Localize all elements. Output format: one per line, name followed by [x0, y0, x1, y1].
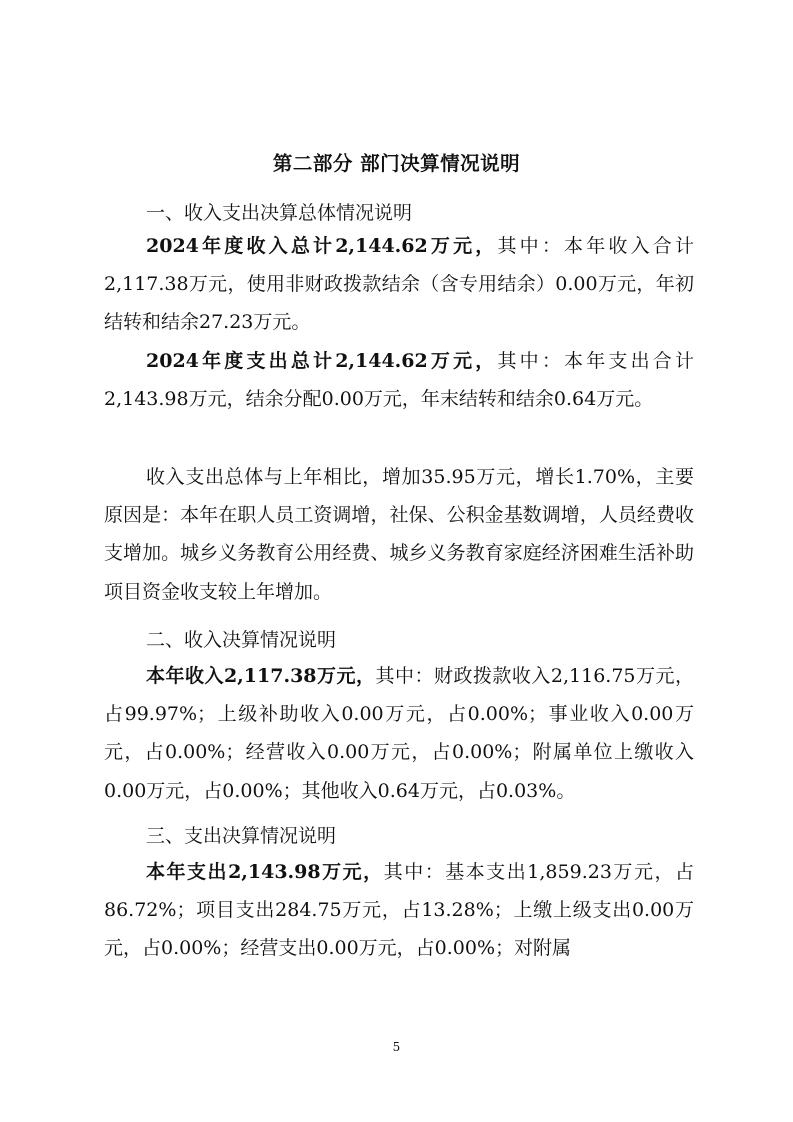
- page-number: 5: [392, 1040, 401, 1054]
- paragraph-comparison: [104, 458, 694, 611]
- paragraph-expense-total: [104, 342, 694, 418]
- paragraph-lead: 本年收入2,117.38万元，: [146, 665, 376, 687]
- paragraph-body: 其中：财政拨款收入2,116.75万元，占99.97%；上级补助收入0.00万元，占0.00%；事业收入0.00万元，占0.00%；经营收入0.00万元，占0.00%；附属单位上缴收入0.00万元，占0.00%；其他收入0.64万元，占0.03%。: [104, 665, 694, 802]
- paragraph-body: 收入支出总体与上年相比，增加35.95万元，增长1.70%，主要原因是：本年在职人员工资调增，社保、公积金基数调增，人员经费收支增加。城乡义务教育公用经费、城乡义务教育家庭经济困难生活补助项目资金收支较上年增加。: [104, 466, 694, 603]
- paragraph-body: 其中：本年收入合计2,117.38万元，使用非财政拨款结余（含专用结余）0.00万元，年初结转和结余27.23万元。: [104, 235, 694, 334]
- paragraph-income-detail: [104, 657, 694, 810]
- page-title: 第二部分 部门决算情况说明: [272, 152, 521, 175]
- paragraph-income-total: [104, 227, 694, 342]
- section-heading-income: 二、收入决算情况说明: [146, 629, 337, 651]
- section-heading-overview: 一、收入支出决算总体情况说明: [146, 202, 413, 224]
- section-heading-expense: 三、支出决算情况说明: [146, 825, 337, 847]
- paragraph-expense-detail: [104, 853, 694, 968]
- paragraph-lead: 2024年度收入总计2,144.62万元，: [146, 235, 498, 257]
- paragraph-lead: 本年支出2,143.98万元，: [146, 861, 384, 883]
- paragraph-body: 其中：基本支出1,859.23万元，占86.72%；项目支出284.75万元，占13.28%；上缴上级支出0.00万元，占0.00%；经营支出0.00万元，占0.00%；对附属: [104, 861, 694, 960]
- paragraph-lead: 2024年度支出总计2,144.62万元，: [146, 350, 498, 372]
- paragraph-body: 其中：本年支出合计2,143.98万元，结余分配0.00万元，年末结转和结余0.64万元。: [104, 350, 694, 411]
